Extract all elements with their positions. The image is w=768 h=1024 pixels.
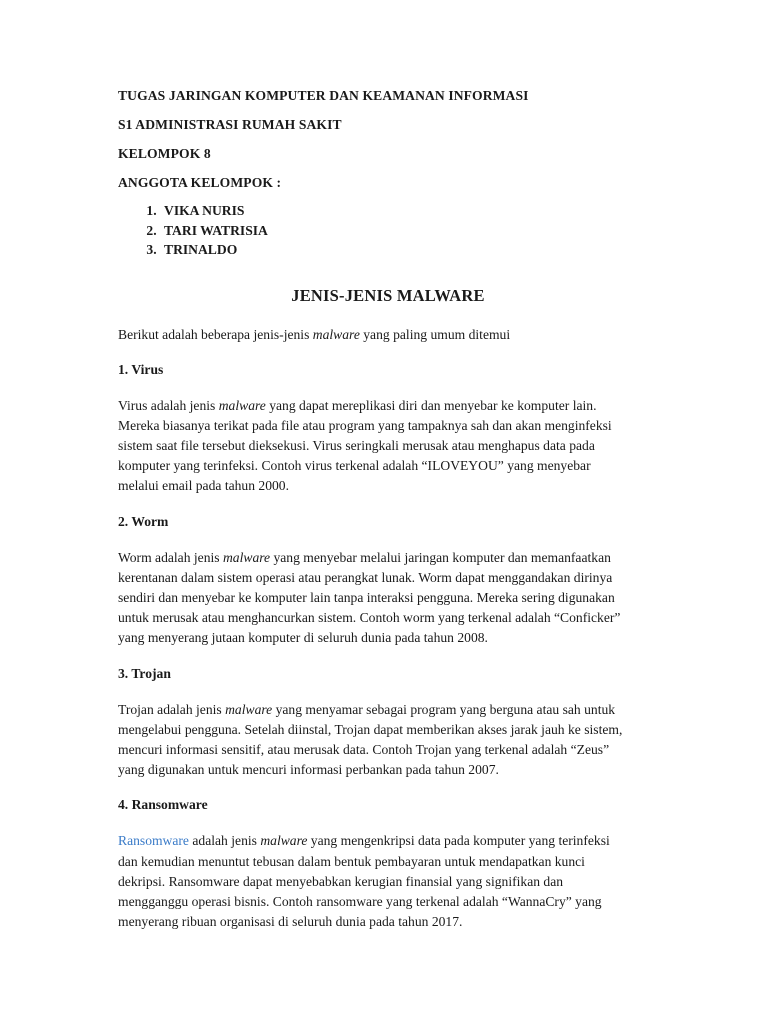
paragraph-line: yang menyamar sebagai program yang berguna atau sah untuk bbox=[272, 701, 616, 717]
section-heading-virus: 1. Virus bbox=[118, 361, 164, 377]
section-heading-worm: 2. Worm bbox=[118, 513, 169, 529]
member-item: 3. TRINALDO bbox=[160, 240, 658, 260]
paragraph-italic: malware bbox=[260, 833, 308, 849]
paragraph-line: menyerang ribuan organisasi di seluruh dunia pada tahun 2017. bbox=[118, 914, 463, 930]
paragraph-line: yang digunakan untuk mencuri informasi perbankan pada tahun 2007. bbox=[118, 762, 499, 778]
intro-text-end: yang paling umum ditemui bbox=[359, 326, 511, 342]
document-content bbox=[118, 86, 658, 932]
paragraph-line: dekripsi. Ransomware dapat menyebabkan kerugian finansial yang signifikan dan bbox=[118, 873, 564, 889]
intro-paragraph bbox=[118, 325, 658, 345]
section-paragraph-virus bbox=[118, 396, 658, 497]
paragraph-line: dan kemudian menuntut tebusan dalam bentuk pembayaran untuk mendapatkan kunci bbox=[118, 853, 585, 869]
paragraph-line: yang menyebar melalui jaringan komputer dan memanfaatkan bbox=[270, 549, 611, 565]
paragraph-text: adalah jenis bbox=[188, 833, 261, 849]
section-heading-trojan: 3. Trojan bbox=[118, 665, 171, 681]
paragraph-line: sistem saat file tersebut dieksekusi. Virus seringkali merusak atau menghapus data pada bbox=[118, 437, 595, 453]
section-paragraph-trojan bbox=[118, 700, 658, 781]
paragraph-line: Mereka biasanya terikat pada file atau program yang tampaknya sah dan akan menginfeksi bbox=[118, 417, 612, 433]
paragraph-line: melalui email pada tahun 2000. bbox=[118, 478, 290, 494]
paragraph-italic: malware bbox=[218, 397, 266, 413]
paragraph-line: untuk merusak atau menghancurkan sistem. Contoh worm yang terkenal adalah “Conficker” bbox=[118, 610, 621, 626]
paragraph-text: Worm adalah jenis bbox=[118, 549, 223, 565]
paragraph-line: mengganggu operasi bisnis. Contoh ransomware yang terkenal adalah “WannaCry” yang bbox=[118, 893, 602, 909]
section-heading-ransomware: 4. Ransomware bbox=[118, 797, 208, 813]
paragraph-line: yang mengenkripsi data pada komputer yang terinfeksi bbox=[307, 833, 610, 849]
section-paragraph-ransomware bbox=[118, 831, 658, 932]
paragraph-italic: malware bbox=[222, 549, 271, 565]
group-number: KELOMPOK 8 bbox=[118, 146, 211, 161]
paragraph-line: mencuri informasi sensitif, atau merusak data. Contoh Trojan yang terkenal adalah “Zeus” bbox=[118, 741, 610, 757]
paragraph-italic: malware bbox=[225, 701, 273, 717]
paragraph-line: yang menyerang jutaan komputer di seluruh dunia pada tahun 2008. bbox=[118, 630, 488, 646]
document-title: JENIS-JENIS MALWARE bbox=[291, 285, 485, 305]
member-item: 2. TARI WATRISIA bbox=[160, 221, 658, 241]
group-members-label: ANGGOTA KELOMPOK : bbox=[118, 175, 282, 190]
study-program: S1 ADMINISTRASI RUMAH SAKIT bbox=[118, 117, 342, 132]
paragraph-line: sendiri dan menyebar ke komputer lain tanpa interaksi pengguna. Mereka sering digunakan bbox=[118, 589, 615, 605]
member-item: 1. VIKA NURIS bbox=[160, 201, 658, 221]
members-list bbox=[118, 201, 658, 260]
paragraph-line: mengelabui pengguna. Setelah diinstal, Trojan dapat memberikan akses jarak jauh ke sistem, bbox=[118, 721, 623, 737]
intro-text: Berikut adalah beberapa jenis-jenis bbox=[118, 326, 313, 342]
paragraph-line: kerentanan dalam sistem operasi atau perangkat lunak. Worm dapat menggandakan dirinya bbox=[118, 569, 613, 585]
section-paragraph-worm bbox=[118, 548, 658, 649]
paragraph-line: komputer yang terinfeksi. Contoh virus terkenal adalah “ILOVEYOU” yang menyebar bbox=[118, 458, 591, 474]
paragraph-line: yang dapat mereplikasi diri dan menyebar ke komputer lain. bbox=[265, 397, 597, 413]
paragraph-text: Virus adalah jenis bbox=[118, 397, 219, 413]
assignment-title: TUGAS JARINGAN KOMPUTER DAN KEAMANAN INFORMASI bbox=[118, 88, 529, 103]
ransomware-link[interactable]: Ransomware bbox=[118, 833, 189, 849]
paragraph-text: Trojan adalah jenis bbox=[118, 701, 226, 717]
intro-italic: malware bbox=[312, 326, 360, 342]
